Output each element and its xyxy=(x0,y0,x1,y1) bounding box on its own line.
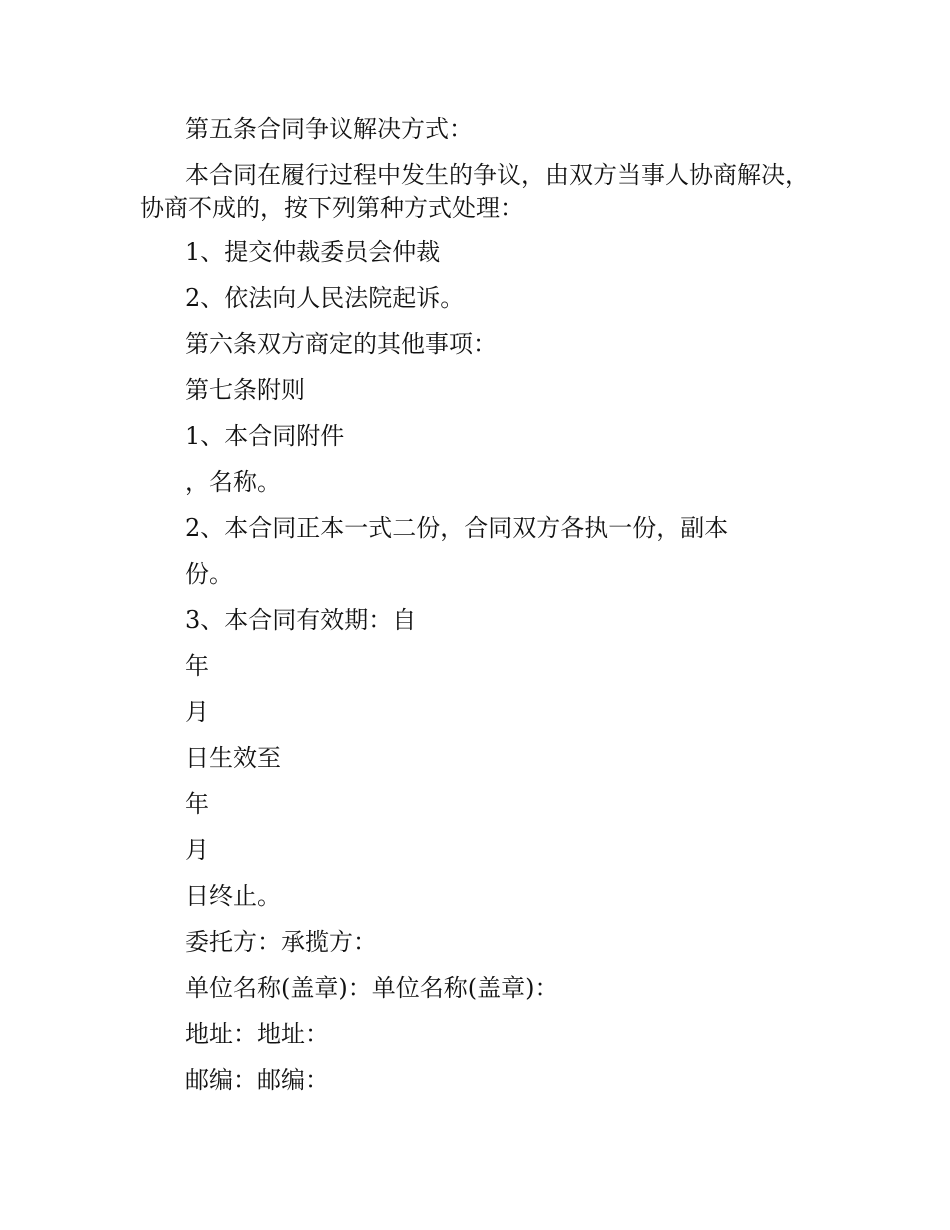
document-page: 第五条合同争议解决方式： 本合同在履行过程中发生的争议，由双方当事人协商解决， 协商不成的，按下列第种方式处理： 1、提交仲裁委员会仲裁 2、依法向人民法院起诉。 第六条双方商定的其他事项： 第七条附则 1、本合同附件 ，名称。 2、本合同正本一式二份，合同双方各执一份，副本 份。 3、本合同有效期：自 年 月 日生效至 年 月 日终止。 委托方：承揽方： 单位名称(盖章)：单位名称(盖章)： 地址：地址： 邮编：邮编： xyxy=(140,115,809,1094)
